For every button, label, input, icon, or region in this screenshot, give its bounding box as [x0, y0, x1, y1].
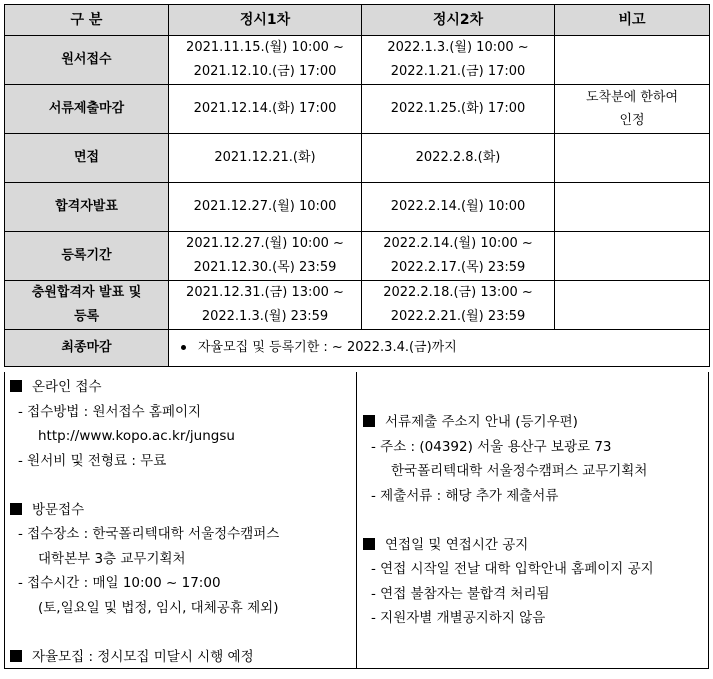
table-header-row	[5, 5, 710, 36]
row-label: 서류제출마감	[5, 85, 169, 134]
address-detail: 한국폴리텍대학 서울정수캠퍼스 교무기획처	[391, 463, 648, 479]
online-fee: - 원서비 및 전형료 : 무료	[18, 452, 167, 469]
doc-title: 서류제출 주소지 안내 (등기우편)	[385, 414, 578, 430]
submission-info	[357, 372, 708, 668]
cell-line: 2021.12.30.(목) 23:59	[193, 260, 337, 275]
round1-cell	[169, 183, 362, 232]
cell-line: 2022.1.21.(금) 17:00	[390, 64, 526, 79]
cell-line: 2022.2.14.(월) 10:00 ~	[383, 236, 533, 251]
table-row	[5, 134, 710, 183]
note-cell	[555, 134, 710, 183]
note-cell	[555, 85, 710, 134]
cell-line: 2021.12.31.(금) 13:00 ~	[186, 285, 344, 300]
cell-line: 2022.1.3.(월) 23:59	[201, 309, 329, 324]
round1-cell	[169, 134, 362, 183]
final-deadline-row	[5, 330, 710, 367]
application-info	[5, 372, 357, 668]
cell-line: 2022.2.18.(금) 13:00 ~	[383, 285, 533, 300]
header-round2: 정시2차	[362, 5, 555, 36]
interview-title: 연접일 및 연접시간 공지	[385, 536, 529, 553]
visit-place: - 접수장소 : 한국폴리텍대학 서울정수캠퍼스	[18, 526, 280, 542]
visit-time-detail: (토,일요일 및 법정, 임시, 대체공휴 제외)	[38, 599, 279, 616]
square-bullet-icon	[10, 503, 22, 515]
documents-line: - 제출서류 : 해당 추가 제출서류	[371, 487, 559, 504]
table-row	[5, 85, 710, 134]
cell-line: 2021.12.21.(화)	[214, 150, 316, 165]
round2-cell	[362, 232, 555, 281]
square-bullet-icon	[363, 538, 375, 550]
online-title: 온라인 접수	[32, 379, 102, 395]
table-row	[5, 183, 710, 232]
cell-line: 2021.11.15.(월) 10:00 ~	[186, 40, 344, 55]
cell-line: 2021.12.10.(금) 17:00	[193, 64, 337, 79]
interview-notice-2: - 연접 불참자는 불합격 처리됨	[371, 585, 550, 602]
cell-line: 도착분에 한하여	[585, 90, 679, 105]
round2-cell	[362, 36, 555, 85]
cell-line: 2022.2.21.(월) 23:59	[390, 309, 526, 324]
table-row	[5, 281, 710, 330]
address-line: - 주소 : (04392) 서울 용산구 보광로 73	[371, 438, 612, 455]
visit-place-detail: 대학본부 3층 교무기획처	[38, 550, 186, 567]
online-method: - 접수방법 : 원서접수 홈페이지	[18, 403, 202, 420]
table-row	[5, 232, 710, 281]
row-label	[5, 281, 169, 330]
note-cell	[555, 232, 710, 281]
info-section	[4, 372, 709, 669]
visit-time: - 접수시간 : 매일 10:00 ~ 17:00	[18, 575, 221, 591]
table-row	[5, 36, 710, 85]
self-recruit-title: 자율모집 : 정시모집 미달시 시행 예정	[32, 648, 254, 665]
round2-cell	[362, 134, 555, 183]
cell-line: 2021.12.27.(월) 10:00	[193, 199, 337, 214]
square-bullet-icon	[363, 415, 375, 427]
round2-cell	[362, 281, 555, 330]
round2-cell	[362, 85, 555, 134]
row-label-line: 등록	[73, 309, 100, 324]
cell-line: 2022.2.8.(화)	[415, 150, 501, 165]
square-bullet-icon	[10, 380, 22, 392]
note-cell	[555, 183, 710, 232]
cell-line: 인정	[619, 113, 645, 128]
note-cell	[555, 281, 710, 330]
final-label: 최종마감	[5, 330, 169, 367]
cell-line: 2022.2.17.(목) 23:59	[390, 260, 526, 275]
round1-cell	[169, 36, 362, 85]
row-label: 면접	[5, 134, 169, 183]
cell-line: 2022.1.25.(화) 17:00	[390, 101, 526, 116]
round2-cell	[362, 183, 555, 232]
row-label: 등록기간	[5, 232, 169, 281]
row-label: 원서접수	[5, 36, 169, 85]
row-label-line: 충원합격자 발표 및	[31, 285, 142, 300]
round1-cell	[169, 281, 362, 330]
cell-line: 2022.1.3.(월) 10:00 ~	[387, 40, 529, 55]
header-category: 구 분	[5, 5, 169, 36]
round1-cell	[169, 232, 362, 281]
bullet-icon	[181, 345, 186, 350]
cell-line: 2021.12.27.(월) 10:00 ~	[186, 236, 344, 251]
interview-notice-3: - 지원자별 개별공지하지 않음	[371, 610, 546, 626]
cell-line: 2022.2.14.(월) 10:00	[390, 199, 526, 214]
round1-cell	[169, 85, 362, 134]
row-label: 합격자발표	[5, 183, 169, 232]
cell-line: 2021.12.14.(화) 17:00	[193, 101, 337, 116]
square-bullet-icon	[10, 650, 22, 662]
online-url[interactable]: http://www.kopo.ac.kr/jungsu	[38, 428, 235, 444]
header-note: 비고	[555, 5, 710, 36]
schedule-table	[4, 4, 710, 367]
final-cell	[169, 330, 710, 367]
final-text: 자율모집 및 등록기한 : ~ 2022.3.4.(금)까지	[198, 340, 457, 355]
interview-notice-1: - 연접 시작일 전날 대학 입학안내 홈페이지 공지	[371, 561, 654, 577]
visit-title: 방문접수	[32, 501, 85, 518]
header-round1: 정시1차	[169, 5, 362, 36]
note-cell	[555, 36, 710, 85]
